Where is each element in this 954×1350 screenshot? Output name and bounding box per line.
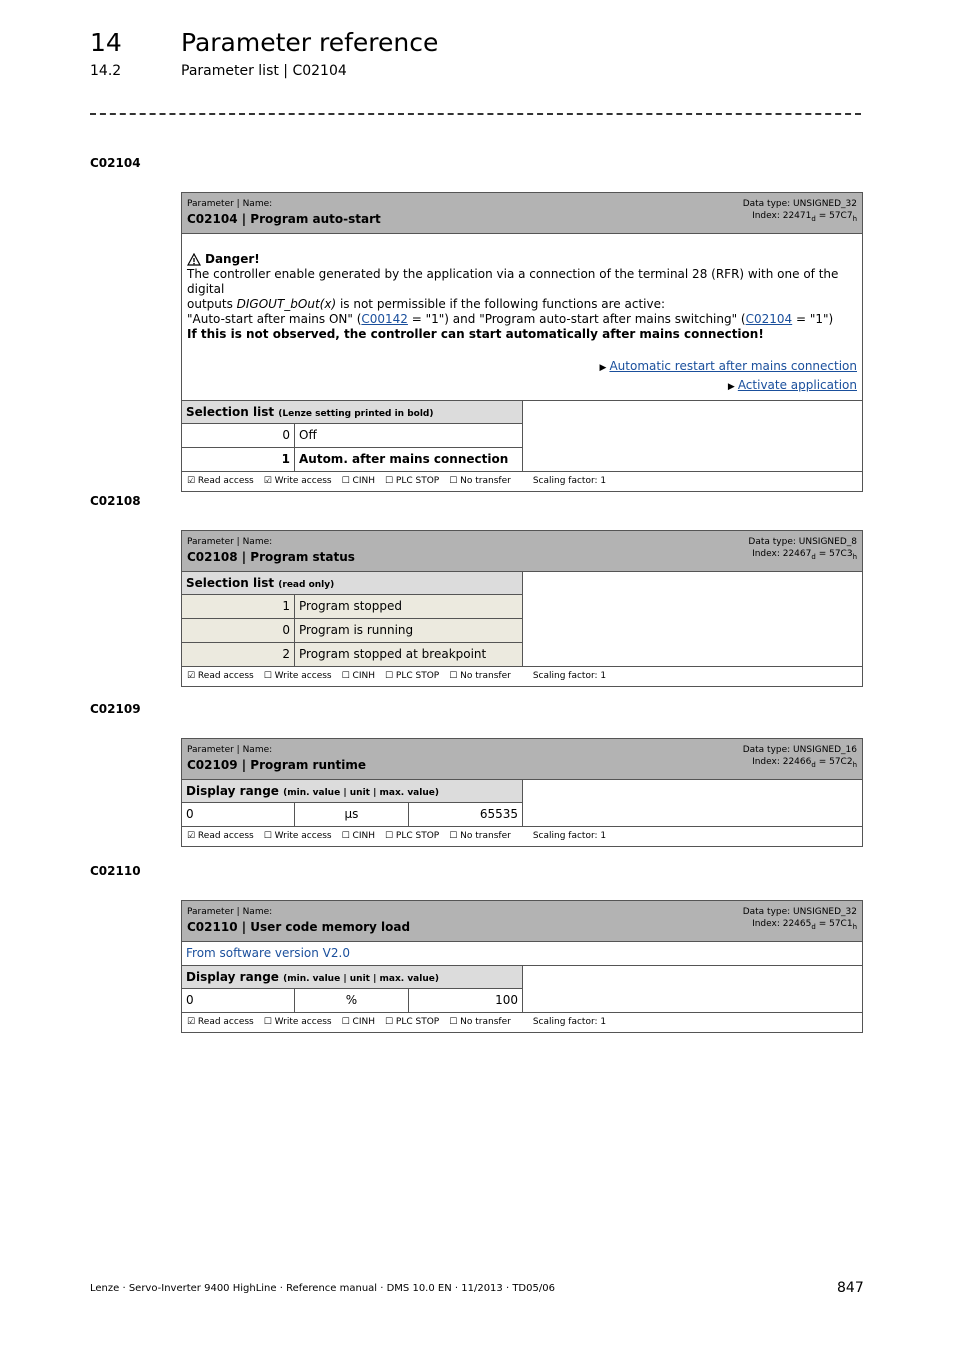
access-row: ☑ Read access ☐ Write access ☐ CINH ☐ PLC STOP ☐ No transfer Scaling factor: 1 [182, 666, 862, 686]
page-footer: Lenze · Servo-Inverter 9400 HighLine · Reference manual · DMS 10.0 EN · 11/2013 · TD05/06 [90, 1283, 555, 1294]
warning-triangle-icon [187, 253, 201, 266]
param-heading-c02109: C02109 [90, 702, 141, 716]
param-heading-c02110: C02110 [90, 864, 141, 878]
param-index: Index: $22465_d = 57C1_h$ [752, 919, 857, 931]
scaling-factor: Scaling factor: 1 [532, 476, 607, 486]
danger-text-line1: The controller enable generated by the application via a connection of the terminal 28 (RFR) with one of the digital [187, 267, 839, 296]
data-type: Data type: UNSIGNED_32 [742, 907, 857, 917]
param-header [182, 739, 862, 780]
param-table-c02110 [181, 900, 863, 1033]
param-index: Index: $22466_d = 57C2_h$ [752, 757, 857, 769]
param-name: C02110 | User code memory load [187, 920, 411, 934]
link-c00142[interactable]: C00142 [361, 312, 408, 326]
link-activate-application[interactable]: Activate application [737, 378, 857, 392]
param-heading-c02108: C02108 [90, 494, 141, 508]
display-range-header: Display range (min. value | unit | max. value) [182, 966, 522, 988]
param-name: C02104 | Program auto-start [187, 212, 381, 226]
selection-option: 0 Program is running [182, 618, 522, 642]
link-automatic-restart[interactable]: Automatic restart after mains connection [609, 359, 857, 373]
software-version-note: From software version V2.0 [182, 942, 862, 966]
danger-title: Danger! [187, 252, 857, 267]
selection-header: Selection list (read only) [182, 572, 522, 594]
param-label: Parameter | Name: [187, 745, 273, 755]
param-label: Parameter | Name: [187, 907, 273, 917]
selection-option: 2 Program stopped at breakpoint [182, 642, 522, 666]
scaling-factor: Scaling factor: 1 [532, 1017, 607, 1027]
param-name: C02109 | Program runtime [187, 758, 367, 772]
link-c02104[interactable]: C02104 [745, 312, 793, 326]
chapter-number: 14 [90, 28, 122, 57]
param-name: C02108 | Program status [187, 550, 355, 564]
display-range-values: 0 % 100 [182, 988, 522, 1012]
param-label: Parameter | Name: [187, 537, 273, 547]
access-row: ☑ Read access ☐ Write access ☐ CINH ☐ PLC STOP ☐ No transfer Scaling factor: 1 [182, 826, 862, 846]
access-row: ☑ Read access ☑ Write access ☐ CINH ☐ PLC STOP ☐ No transfer Scaling factor: 1 [182, 471, 862, 491]
param-header [182, 193, 862, 234]
data-type: Data type: UNSIGNED_32 [742, 199, 857, 209]
param-table-c02109 [181, 738, 863, 847]
selection-option: 1 Program stopped [182, 594, 522, 618]
selection-section [182, 400, 862, 471]
chapter-title: Parameter reference [181, 28, 439, 57]
section-title: Parameter list | C02104 [181, 63, 347, 79]
data-type: Data type: UNSIGNED_8 [748, 537, 857, 547]
selection-option: 0 Off [182, 423, 522, 447]
selection-header: Selection list (Lenze setting printed in bold) [182, 401, 522, 423]
display-range-header: Display range (min. value | unit | max. value) [182, 780, 522, 802]
param-table-c02108 [181, 530, 863, 687]
selection-option-default: 1 Autom. after mains connection [182, 447, 522, 471]
section-number: 14.2 [90, 63, 122, 79]
page-number: 847 [837, 1280, 864, 1296]
danger-text-line2: outputs DIGOUT_bOut(x) is not permissible if the following functions are active: [187, 297, 666, 311]
param-index: Index: $22471_d = 57C7_h$ [752, 211, 857, 223]
display-range-section [182, 780, 862, 826]
header-divider [90, 113, 861, 115]
related-links [182, 348, 862, 400]
data-type: Data type: UNSIGNED_16 [742, 745, 857, 755]
arrow-right-icon: ▶ [727, 382, 735, 392]
param-heading-c02104: C02104 [90, 156, 141, 170]
danger-warning-bold: If this is not observed, the controller can start automatically after mains connection! [187, 327, 764, 341]
selection-section [182, 572, 862, 666]
param-label: Parameter | Name: [187, 199, 273, 209]
display-range-values: 0 µs 65535 [182, 802, 522, 826]
danger-notice [182, 234, 862, 348]
scaling-factor: Scaling factor: 1 [532, 671, 607, 681]
param-header [182, 531, 862, 572]
danger-text-line3: "Auto-start after mains ON" (C00142 = "1") and "Program auto-start after mains switching" (C02104 = "1") [187, 312, 834, 326]
param-index: Index: $22467_d = 57C3_h$ [752, 549, 857, 561]
param-header [182, 901, 862, 942]
param-table-c02104 [181, 192, 863, 492]
arrow-right-icon: ▶ [599, 363, 607, 373]
access-row: ☑ Read access ☐ Write access ☐ CINH ☐ PLC STOP ☐ No transfer Scaling factor: 1 [182, 1012, 862, 1032]
scaling-factor: Scaling factor: 1 [532, 831, 607, 841]
display-range-section [182, 966, 862, 1012]
